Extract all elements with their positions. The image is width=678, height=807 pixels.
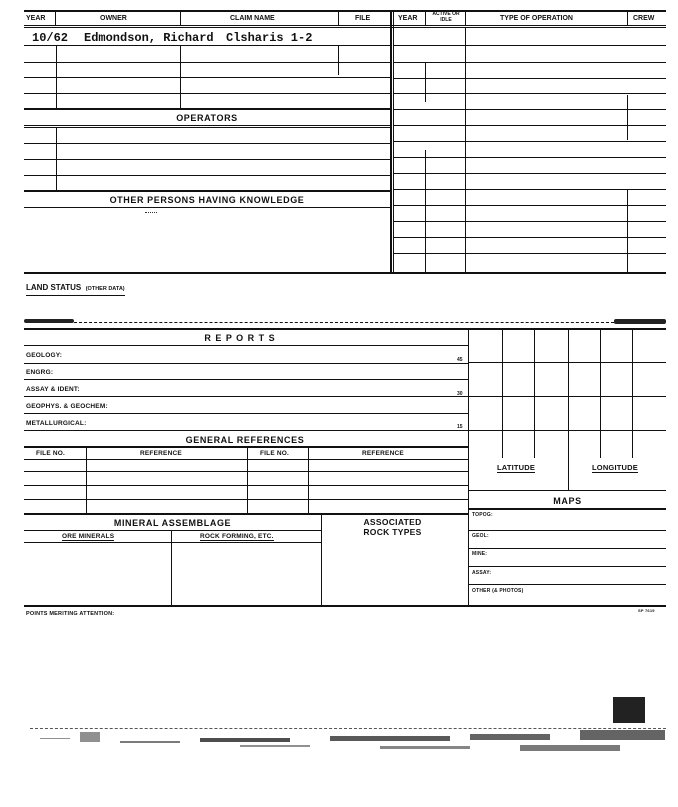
ref-header-file-no-2: FILE NO. (260, 450, 290, 457)
section-operators: OPERATORS (176, 113, 238, 123)
coord-latitude: LATITUDE (497, 463, 536, 472)
mineral-header-rock: ROCK FORMING, ETC. (200, 533, 274, 540)
land-status-heading (26, 277, 125, 296)
ref-header-file-no: FILE NO. (36, 450, 66, 457)
section-reports: R E P O R T S (204, 333, 276, 343)
grid-number-45: 45 (457, 357, 463, 363)
header-file: FILE (355, 15, 371, 22)
grid-number-30: 30 (457, 391, 463, 397)
maps-assay: ASSAY: (472, 570, 492, 576)
entry-claim-name: Clsharis 1-2 (226, 31, 313, 45)
report-engrg: ENGRG: (26, 369, 54, 376)
report-geophys: GEOPHYS. & GEOCHEM: (26, 403, 108, 410)
header-year: YEAR (26, 15, 46, 22)
maps-mine: MINE: (472, 551, 488, 557)
header-owner: OWNER (100, 15, 127, 22)
section-maps: MAPS (553, 496, 582, 506)
maps-topog: TOPOG: (472, 512, 493, 518)
section-other-persons: OTHER PERSONS HAVING KNOWLEDGE (109, 195, 305, 205)
maps-other: OTHER (& PHOTOS) (472, 588, 524, 594)
report-geology: GEOLOGY: (26, 352, 63, 359)
ref-header-reference: REFERENCE (140, 450, 182, 457)
report-assay: ASSAY & IDENT: (26, 386, 80, 393)
form-number: SP 7619 (638, 608, 655, 613)
header-claim-name: CLAIM NAME (230, 15, 275, 22)
header-year-right: YEAR (398, 15, 418, 22)
header-crew: CREW (633, 15, 655, 22)
header-type-of-operation: TYPE OF OPERATION (500, 15, 573, 22)
mineral-header-ore: ORE MINERALS (62, 533, 115, 540)
entry-year: 10/62 (32, 31, 69, 45)
points-meriting-attention: POINTS MERITING ATTENTION: (26, 611, 115, 617)
section-general-references: GENERAL REFERENCES (185, 435, 305, 445)
grid-number-15: 15 (457, 424, 463, 430)
maps-geol: GEOL: (472, 533, 489, 539)
coord-longitude: LONGITUDE (592, 463, 638, 472)
header-active-idle: ACTIVE OR IDLE (432, 11, 460, 23)
section-associated-rock-types: ASSOCIATED ROCK TYPES (363, 517, 422, 537)
land-status-sub: (OTHER DATA) (85, 286, 125, 292)
land-status-label: LAND STATUS (26, 283, 82, 292)
report-metallurgical: METALLURGICAL: (26, 420, 87, 427)
section-mineral-assemblage: MINERAL ASSEMBLAGE (113, 518, 232, 528)
ref-header-reference-2: REFERENCE (362, 450, 404, 457)
entry-owner: Edmondson, Richard (84, 31, 214, 45)
